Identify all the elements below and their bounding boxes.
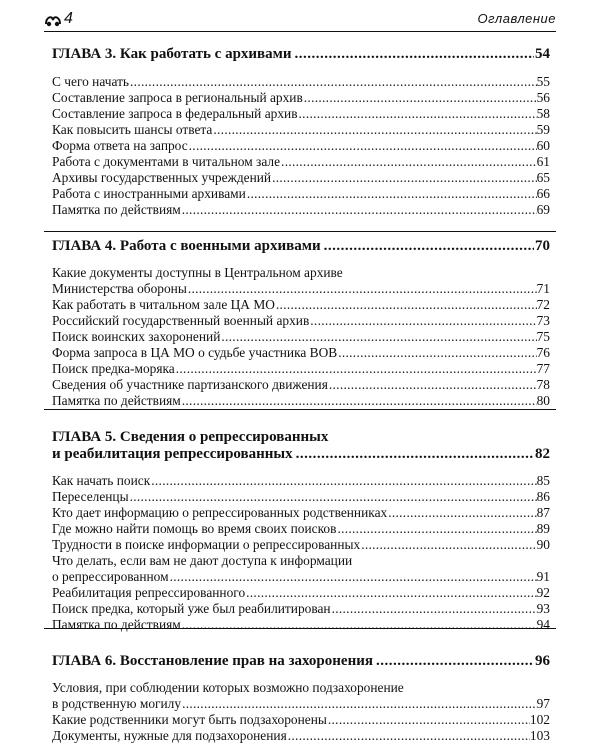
entry-title: Составление запроса в федеральный архив [52, 106, 298, 121]
dot-leader [182, 393, 537, 409]
toc-entry[interactable] [52, 90, 550, 106]
entry-title: Как начать поиск [52, 473, 151, 488]
entry-title: Какие родственники могут быть подзахоронены [52, 712, 327, 727]
running-title: Оглавление [477, 11, 556, 26]
dot-leader [221, 329, 536, 345]
chapter-heading[interactable] [52, 429, 550, 462]
entry-title: Составление запроса в региональный архив [52, 90, 303, 105]
entry-page: 72 [536, 297, 550, 312]
chapter-title-line1: ГЛАВА 5. Сведения о репрессированных [52, 429, 329, 445]
toc-entry[interactable] [52, 473, 550, 489]
page-number: 4 [64, 10, 73, 27]
toc-entry[interactable] [52, 585, 550, 601]
dot-leader [182, 696, 537, 712]
toc-entry[interactable] [52, 329, 550, 345]
entry-page: 71 [536, 281, 550, 296]
chapter-5 [52, 429, 550, 633]
dot-leader [338, 345, 536, 361]
toc-entry[interactable] [52, 138, 550, 154]
entry-title: Форма запроса в ЦА МО о судьбе участника ВОВ [52, 345, 338, 360]
dot-leader [299, 106, 537, 122]
chapter-separator [44, 628, 556, 629]
entry-title: Кто дает информацию о репрессированных родственниках [52, 505, 388, 520]
chapter-page: 54 [535, 46, 550, 62]
dot-leader [247, 186, 537, 202]
entry-title: Работа с документами в читальном зале [52, 154, 281, 169]
entry-title: Памятка по действиям [52, 393, 181, 408]
entry-title: Трудности в поиске информации о репрессированных [52, 537, 361, 552]
entry-title: Сведения об участнике партизанского движения [52, 377, 328, 392]
dot-leader [182, 617, 537, 633]
toc-entry[interactable] [52, 393, 550, 409]
toc-entry[interactable] [52, 569, 550, 585]
toc-entry[interactable] [52, 202, 550, 218]
entry-page: 59 [536, 122, 550, 137]
entry-page: 78 [536, 377, 550, 392]
dot-leader [176, 361, 537, 377]
chapter-separator [44, 231, 556, 232]
dot-leader [288, 728, 530, 744]
toc-entry[interactable] [52, 521, 550, 537]
entry-page: 61 [536, 154, 550, 169]
dot-leader [337, 521, 536, 537]
header-rule [44, 31, 556, 32]
toc-entry[interactable] [52, 313, 550, 329]
entry-title-line1: Условия, при соблюдении которых возможно подзахоронение [52, 680, 404, 695]
toc-entry[interactable] [52, 154, 550, 170]
table-of-contents [52, 40, 550, 744]
entry-page: 60 [536, 138, 550, 153]
dot-leader [151, 473, 536, 489]
entry-title: Реабилитация репрессированного [52, 585, 246, 600]
entry-title: о репрессированном [52, 569, 169, 584]
toc-entry[interactable] [52, 617, 550, 633]
entry-page: 73 [536, 313, 550, 328]
toc-entry[interactable] [52, 505, 550, 521]
entry-title: Памятка по действиям [52, 202, 181, 217]
toc-entry[interactable] [52, 712, 550, 728]
toc-entry[interactable] [52, 345, 550, 361]
dot-leader [304, 90, 537, 106]
entry-page: 89 [536, 521, 550, 536]
dot-leader [310, 313, 536, 329]
entry-page: 66 [536, 186, 550, 201]
toc-entry[interactable] [52, 489, 550, 505]
toc-entry[interactable] [52, 74, 550, 90]
entry-page: 58 [536, 106, 550, 121]
dot-leader [328, 712, 530, 728]
toc-entry[interactable] [52, 377, 550, 393]
dot-leader [182, 202, 537, 218]
dot-leader [324, 238, 534, 254]
dot-leader [361, 537, 536, 553]
dot-leader [189, 138, 537, 154]
entry-title: в родственную могилу [52, 696, 182, 711]
toc-entry[interactable] [52, 696, 550, 712]
entry-page: 86 [536, 489, 550, 504]
entry-title: Где можно найти помощь во время своих поисков [52, 521, 337, 536]
dot-leader [188, 281, 537, 297]
toc-entry[interactable] [52, 728, 550, 744]
dot-leader [213, 122, 536, 138]
entry-page: 69 [536, 202, 550, 217]
entry-title-line1: Что делать, если вам не дают доступа к информации [52, 553, 353, 568]
dot-leader [376, 653, 534, 669]
chapter-3 [52, 46, 550, 218]
chapter-heading[interactable] [52, 46, 550, 62]
entry-title: Документы, нужные для подзахоронения [52, 728, 287, 743]
dot-leader [296, 446, 534, 462]
entry-page: 77 [536, 361, 550, 376]
entry-page: 90 [536, 537, 550, 552]
toc-entry[interactable] [52, 361, 550, 377]
entry-page: 87 [536, 505, 550, 520]
chapter-title: ГЛАВА 3. Как работать с архивами [52, 46, 292, 62]
dot-leader [272, 170, 537, 186]
running-header [44, 10, 556, 32]
entry-page: 65 [536, 170, 550, 185]
entry-page: 75 [536, 329, 550, 344]
chapter-4 [52, 238, 550, 409]
entry-title-line1: Какие документы доступны в Центральном архиве [52, 265, 343, 280]
entry-page: 93 [536, 601, 550, 616]
entry-page: 76 [536, 345, 550, 360]
entry-title: Поиск предка, который уже был реабилитирован [52, 601, 331, 616]
dot-leader [295, 46, 534, 62]
entry-title: Форма ответа на запрос [52, 138, 188, 153]
entry-title: Работа с иностранными архивами [52, 186, 246, 201]
chapter-page: 70 [535, 238, 550, 254]
entry-page: 103 [529, 728, 550, 743]
entry-page: 85 [536, 473, 550, 488]
entry-title: С чего начать [52, 74, 130, 89]
dot-leader [388, 505, 536, 521]
toc-entry[interactable] [52, 122, 550, 138]
entry-page: 91 [536, 569, 550, 584]
toc-entry[interactable] [52, 537, 550, 553]
ornament-icon [44, 12, 62, 28]
dot-leader [332, 601, 537, 617]
entry-title: Памятка по действиям [52, 617, 181, 632]
chapter-title: ГЛАВА 4. Работа с военными архивами [52, 238, 321, 254]
entry-page: 97 [536, 696, 550, 711]
chapter-heading[interactable] [52, 238, 550, 254]
entry-page: 80 [536, 393, 550, 408]
dot-leader [281, 154, 537, 170]
chapter-title: ГЛАВА 6. Восстановление прав на захоронения [52, 653, 373, 669]
entry-title: Министерства обороны [52, 281, 187, 296]
chapter-separator [44, 409, 556, 410]
dot-leader [130, 489, 537, 505]
entry-page: 94 [536, 617, 550, 632]
dot-leader [246, 585, 536, 601]
entry-title: Как повысить шансы ответа [52, 122, 213, 137]
chapter-title: и реабилитация репрессированных [52, 446, 293, 462]
entry-page: 55 [536, 74, 550, 89]
dot-leader [130, 74, 537, 90]
chapter-page: 82 [535, 446, 550, 462]
entry-page: 92 [536, 585, 550, 600]
entry-title: Переселенцы [52, 489, 129, 504]
dot-leader [170, 569, 537, 585]
chapter-6 [52, 653, 550, 744]
entry-page: 56 [536, 90, 550, 105]
chapter-page: 96 [535, 653, 550, 669]
toc-entry[interactable] [52, 281, 550, 297]
dot-leader [276, 297, 537, 313]
toc-entry[interactable] [52, 170, 550, 186]
toc-entry[interactable] [52, 186, 550, 202]
entry-title: Поиск предка-моряка [52, 361, 175, 376]
entry-title: Архивы государственных учреждений [52, 170, 272, 185]
toc-entry[interactable] [52, 297, 550, 313]
entry-title: Российский государственный военный архив [52, 313, 310, 328]
entry-page: 102 [529, 712, 550, 727]
toc-entry[interactable] [52, 601, 550, 617]
chapter-heading[interactable] [52, 653, 550, 669]
entry-title: Как работать в читальном зале ЦА МО [52, 297, 275, 312]
toc-entry[interactable] [52, 106, 550, 122]
entry-title: Поиск воинских захоронений [52, 329, 221, 344]
dot-leader [329, 377, 537, 393]
